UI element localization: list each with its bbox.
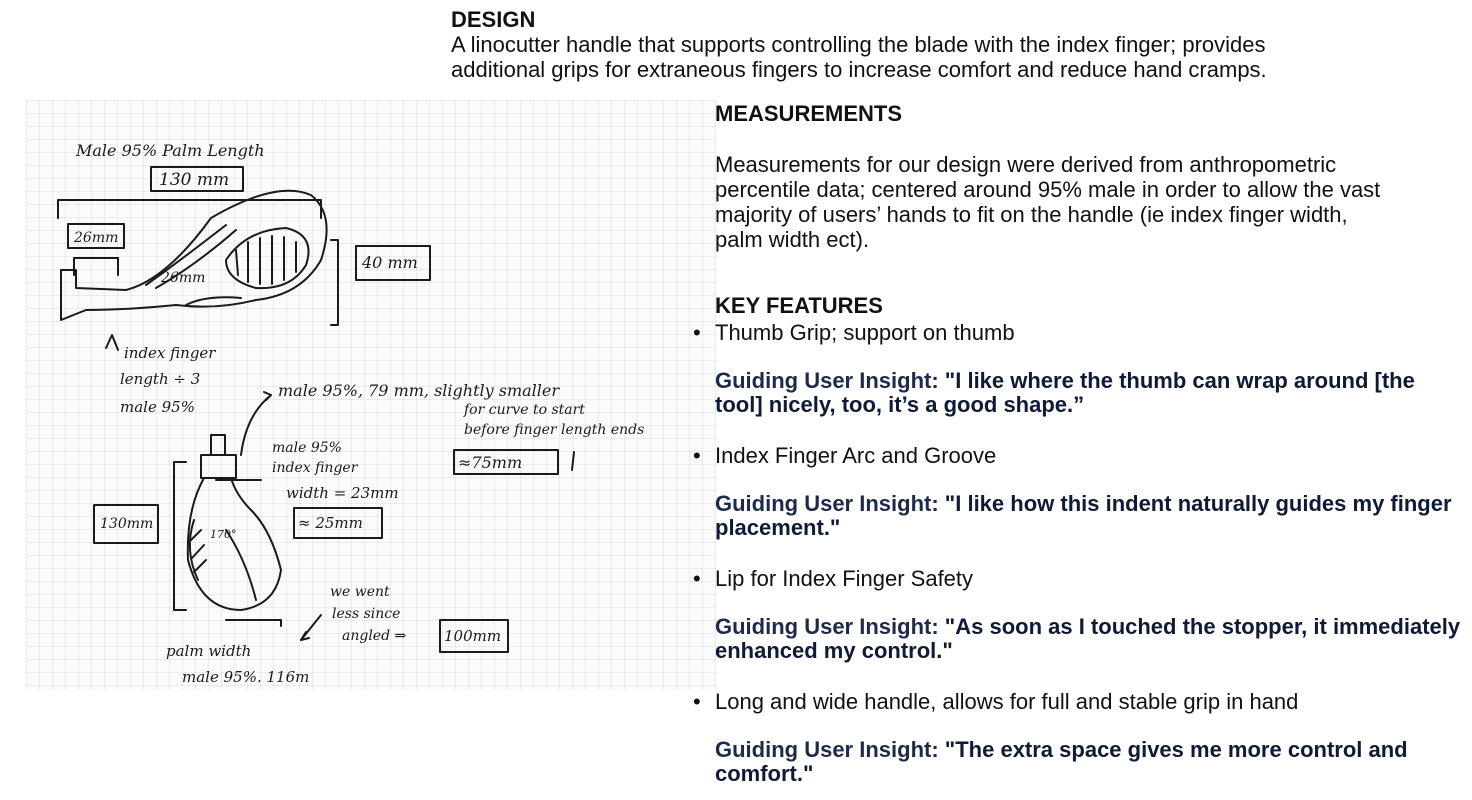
insight-prefix: Guiding User Insight:	[715, 491, 939, 516]
design-description-line2: additional grips for extraneous fingers to increase comfort and reduce hand cramps.	[451, 57, 1267, 82]
key-features-list	[693, 320, 1465, 786]
sketch-went-2: less since	[332, 606, 401, 622]
feature-item-thumb-grip	[693, 320, 1465, 417]
bullet-icon: •	[693, 566, 701, 591]
sketch-approx-25: ≈ 25mm	[298, 514, 363, 532]
insight-quote: "As soon as I touched the stopper, it immediately enhanced my control."	[715, 614, 1461, 663]
user-insight	[715, 738, 1465, 786]
feature-item-index-finger-arc	[693, 443, 1465, 540]
feature-label: Index Finger Arc and Groove	[715, 443, 997, 468]
sketch-mid-label: 26mm	[161, 270, 206, 286]
sketch-angle: 170°	[210, 528, 237, 541]
measurements-heading: MEASUREMENTS	[715, 101, 903, 126]
insight-prefix: Guiding User Insight:	[715, 614, 939, 639]
design-section	[451, 8, 1461, 82]
sketch-male-note-3: before finger length ends	[464, 422, 645, 438]
insight-prefix: Guiding User Insight:	[715, 368, 939, 393]
sketch-index-note-1: index finger	[124, 344, 216, 362]
sketch-width-note-2: index finger	[272, 460, 358, 476]
sketch-width-note-3: width = 23mm	[286, 484, 399, 502]
insight-quote: "I like how this indent naturally guides my finger placement."	[715, 491, 1452, 540]
feature-label: Lip for Index Finger Safety	[715, 566, 974, 591]
feature-label: Long and wide handle, allows for full and stable grip in hand	[715, 689, 1299, 714]
sketch-left-box-label: 26mm	[74, 230, 119, 246]
sketch-went-1: we went	[330, 584, 390, 600]
insight-quote: "I like where the thumb can wrap around [the tool] nicely, too, it’s a good shape.”	[715, 368, 1415, 417]
sketch-went-3: angled ⇒	[342, 628, 407, 644]
sketch-approx-75: ≈75mm	[458, 453, 523, 472]
details-column	[693, 100, 1465, 786]
user-insight	[715, 369, 1465, 417]
sketch-palm-1: palm width	[166, 642, 252, 660]
feature-item-safety-lip	[693, 566, 1465, 663]
sketch-index-note-2: length ÷ 3	[120, 370, 201, 388]
sketch-top-label: Male 95% Palm Length	[76, 141, 265, 160]
sketch-index-note-3: male 95%	[120, 398, 195, 416]
bullet-icon: •	[693, 443, 701, 468]
measurements-text: Measurements for our design were derived from anthropometric percentile data; centered around 95% male in order to allow the vast majority of users’ hands to fit on the handle (ie index finger width, palm width ect).	[715, 152, 1381, 252]
feature-label: Thumb Grip; support on thumb	[715, 320, 1015, 345]
insight-prefix: Guiding User Insight:	[715, 737, 939, 762]
sketch-male-note-1: male 95%, 79 mm, slightly smaller	[278, 381, 560, 400]
handle-sketch-image	[26, 100, 716, 690]
bullet-icon: •	[693, 689, 701, 714]
insight-quote: "The extra space gives me more control and comfort."	[715, 737, 1408, 786]
design-heading: DESIGN	[451, 7, 536, 32]
user-insight	[715, 615, 1465, 663]
sketch-width-note-1: male 95%	[272, 440, 342, 456]
bullet-icon: •	[693, 320, 701, 345]
design-description-line1: A linocutter handle that supports controlling the blade with the index finger; provides	[451, 32, 1266, 57]
sketch-male-note-2: for curve to start	[464, 402, 585, 418]
user-insight	[715, 492, 1465, 540]
sketch-palm-2: male 95%. 116m	[182, 668, 310, 686]
key-features-heading: KEY FEATURES	[715, 293, 883, 318]
feature-item-long-wide-handle	[693, 689, 1465, 786]
sketch-top-length: 130 mm	[159, 170, 230, 190]
sketch-left-130: 130mm	[100, 516, 154, 532]
sketch-box-100: 100mm	[444, 627, 502, 645]
sketch-height-label: 40 mm	[362, 253, 418, 272]
